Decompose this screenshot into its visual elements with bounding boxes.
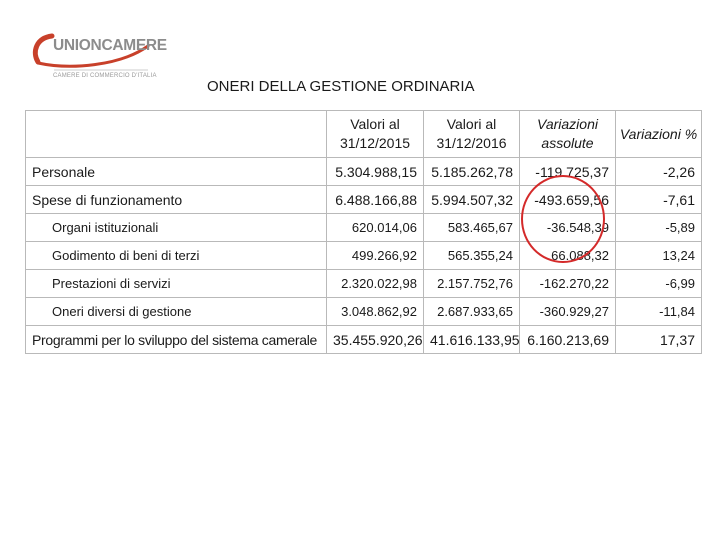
table-header-row xyxy=(26,111,702,158)
table-row xyxy=(26,298,702,326)
variation-absolute: -119.725,37 xyxy=(520,158,616,186)
row-label: Spese di funzionamento xyxy=(26,186,327,214)
variation-absolute: -360.929,27 xyxy=(520,298,616,326)
value-2016: 2.687.933,65 xyxy=(424,298,520,326)
row-label: Personale xyxy=(26,158,327,186)
variation-percent: -7,61 xyxy=(616,186,702,214)
logo-brand-text: UNIONCAMERE xyxy=(53,37,167,54)
value-2015: 5.304.988,15 xyxy=(327,158,424,186)
value-2015: 620.014,06 xyxy=(327,214,424,242)
value-2016: 583.465,67 xyxy=(424,214,520,242)
table-row xyxy=(26,158,702,186)
row-label: Oneri diversi di gestione xyxy=(26,298,327,326)
variation-absolute: -493.659,56 xyxy=(520,186,616,214)
row-label: Prestazioni di servizi xyxy=(26,270,327,298)
table-row xyxy=(26,242,702,270)
variation-percent: -2,26 xyxy=(616,158,702,186)
variation-absolute: 6.160.213,69 xyxy=(520,326,616,354)
variation-percent: -5,89 xyxy=(616,214,702,242)
unioncamere-logo xyxy=(30,30,167,86)
logo-subtitle: CAMERE DI COMMERCIO D'ITALIA xyxy=(53,73,157,79)
row-label: Organi istituzionali xyxy=(26,214,327,242)
value-2015: 6.488.166,88 xyxy=(327,186,424,214)
value-2016: 5.994.507,32 xyxy=(424,186,520,214)
header-var-abs: Variazioni assolute xyxy=(520,111,616,158)
variation-absolute: -36.548,39 xyxy=(520,214,616,242)
header-2016: Valori al 31/12/2016 xyxy=(424,111,520,158)
header-label xyxy=(26,111,327,158)
header-var-pct: Variazioni % xyxy=(616,111,702,158)
value-2016: 41.616.133,95 xyxy=(424,326,520,354)
variation-percent: 17,37 xyxy=(616,326,702,354)
value-2015: 35.455.920,26 xyxy=(327,326,424,354)
row-label: Godimento di beni di terzi xyxy=(26,242,327,270)
row-label: Programmi per lo sviluppo del sistema camerale xyxy=(26,326,327,354)
table-row xyxy=(26,326,702,354)
value-2015: 3.048.862,92 xyxy=(327,298,424,326)
page-title: ONERI DELLA GESTIONE ORDINARIA xyxy=(207,78,475,95)
value-2016: 5.185.262,78 xyxy=(424,158,520,186)
variation-percent: -11,84 xyxy=(616,298,702,326)
value-2016: 2.157.752,76 xyxy=(424,270,520,298)
value-2015: 2.320.022,98 xyxy=(327,270,424,298)
value-2015: 499.266,92 xyxy=(327,242,424,270)
table-row xyxy=(26,270,702,298)
highlight-circle xyxy=(521,175,605,263)
header-2015: Valori al 31/12/2015 xyxy=(327,111,424,158)
value-2016: 565.355,24 xyxy=(424,242,520,270)
variation-absolute: 66.088,32 xyxy=(520,242,616,270)
variation-absolute: -162.270,22 xyxy=(520,270,616,298)
variation-percent: -6,99 xyxy=(616,270,702,298)
variation-percent: 13,24 xyxy=(616,242,702,270)
